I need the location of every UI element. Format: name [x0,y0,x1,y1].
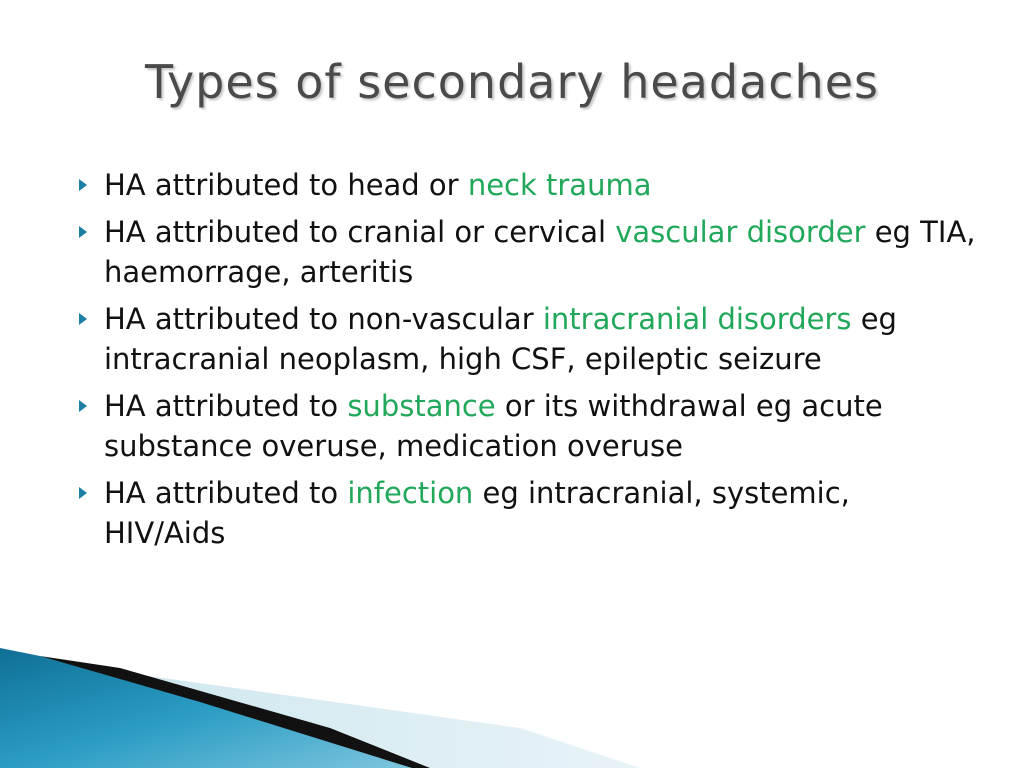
bullet-highlight: neck trauma [467,168,652,202]
bullet-highlight: vascular disorder [615,215,866,249]
bullet-text: HA attributed to [104,389,348,423]
bullet-text-rest: eg intracranial neoplasm, high CSF, epileptic seizure [104,302,897,376]
bullet-highlight: substance [347,389,496,423]
bullet-text-rest: or its withdrawal eg acute substance overuse, medication overuse [104,389,883,463]
bullet-highlight: intracranial disorders [542,302,852,336]
bullet-text: HA attributed to head or [104,168,468,202]
bullet-text: HA attributed to [104,476,348,510]
bullet-text: HA attributed to non-vascular [104,302,543,336]
bullet-text: HA attributed to cranial or cervical [104,215,616,249]
bullet-text-rest: eg TIA, haemorrage, arteritis [104,215,976,289]
bullet-highlight: infection [347,476,474,510]
bullet-text-rest: eg intracranial, systemic, HIV/Aids [104,476,850,550]
slide-title: Types of secondary headaches [145,55,879,109]
